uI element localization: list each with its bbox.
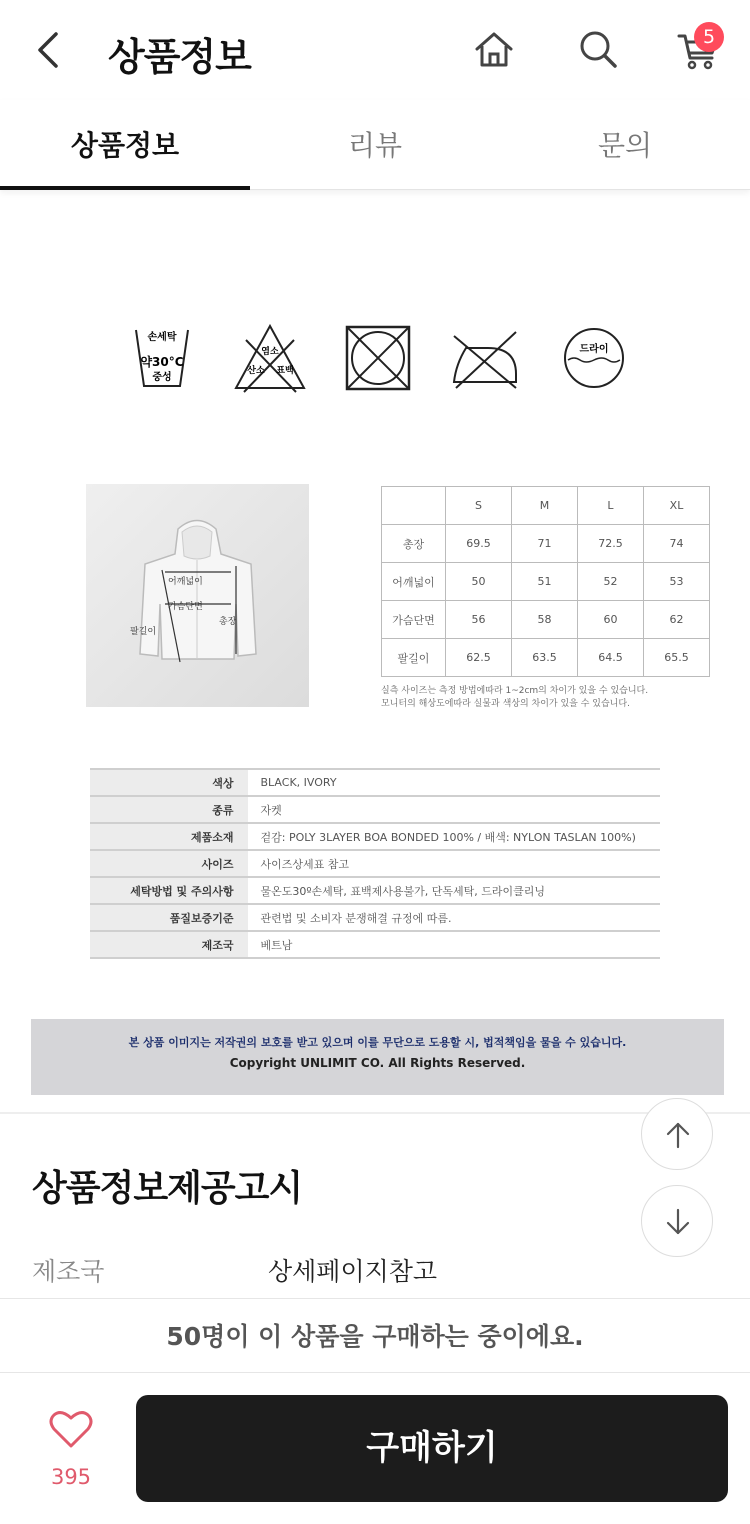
- table-row: [90, 850, 660, 877]
- spec-table: [90, 768, 660, 959]
- no-bleach-icon: [230, 318, 310, 398]
- size-cell: 62: [644, 601, 710, 639]
- table-row: [382, 525, 710, 563]
- spec-key: 세탁방법 및 주의사항: [90, 877, 248, 904]
- product-size-image: [86, 484, 309, 707]
- scroll-top-button[interactable]: [641, 1098, 713, 1170]
- spec-key: 사이즈: [90, 850, 248, 877]
- shoulder-label: 어깨넓이: [168, 577, 203, 587]
- table-row: [90, 823, 660, 850]
- size-table-header: [382, 487, 710, 525]
- size-table: [381, 486, 710, 677]
- heart-icon: [49, 1409, 93, 1449]
- no-bleach-bleach: 표백: [276, 366, 294, 376]
- size-cell: 56: [446, 601, 512, 639]
- hand-wash-icon: [122, 318, 202, 398]
- spec-value: BLACK, IVORY: [260, 776, 337, 789]
- tab-inquiry[interactable]: 문의: [597, 129, 653, 162]
- header: [0, 0, 750, 100]
- spec-value: 관련법 및 소비자 분쟁해결 규정에 따름.: [260, 911, 452, 925]
- size-cell: 65.5: [644, 639, 710, 677]
- size-cell: 52: [578, 563, 644, 601]
- size-cell: 가슴단면: [382, 601, 446, 639]
- no-bleach-oxygen: 산소: [247, 366, 265, 376]
- spec-key: 색상: [90, 769, 248, 796]
- spec-value: 겉감: POLY 3LAYER BOA BONDED 100% / 배색: NYLON TASLAN 100%): [260, 830, 636, 844]
- sleeve-label: 팔길이: [130, 627, 157, 637]
- size-cell: 69.5: [446, 525, 512, 563]
- search-icon[interactable]: [576, 28, 620, 72]
- scroll-bottom-button[interactable]: [641, 1185, 713, 1257]
- hoodie-illustration: [86, 484, 309, 707]
- notice-row-value: 상세페이지참고: [268, 1257, 438, 1286]
- spec-key: 제조국: [90, 931, 248, 958]
- spec-value: 물온도30º손세탁, 표백제사용불가, 단독세탁, 드라이클리닝: [260, 884, 546, 898]
- table-row: [382, 563, 710, 601]
- size-cell: 팔길이: [382, 639, 446, 677]
- table-row: [90, 931, 660, 958]
- size-cell: 60: [578, 601, 644, 639]
- size-cell: 74: [644, 525, 710, 563]
- notice-row-label: 제조국: [32, 1257, 105, 1286]
- size-cell: 50: [446, 563, 512, 601]
- hand-wash-detergent: 중성: [152, 372, 172, 383]
- size-cell: 어깨넓이: [382, 563, 446, 601]
- size-cell: 63.5: [512, 639, 578, 677]
- cart-count-badge: 5: [694, 22, 724, 52]
- size-note-line: 실측 사이즈는 측정 방법에따라 1~2cm의 차이가 있을 수 있습니다.: [381, 686, 649, 696]
- size-header-cell: S: [446, 487, 512, 525]
- size-cell: 72.5: [578, 525, 644, 563]
- chest-label: 가슴단면: [168, 602, 203, 612]
- bottom-bar: [0, 1373, 750, 1524]
- size-cell: 64.5: [578, 639, 644, 677]
- length-label: 총장: [219, 617, 237, 627]
- dry-clean-label: 드라이: [579, 344, 609, 355]
- size-header-cell: L: [578, 487, 644, 525]
- page-title: 상품정보: [108, 35, 251, 79]
- size-header-cell: XL: [644, 487, 710, 525]
- buy-button[interactable]: 구매하기: [136, 1395, 728, 1502]
- spec-value: 사이즈상세표 참고: [260, 857, 350, 871]
- tab-review[interactable]: 리뷰: [347, 129, 403, 162]
- notice-title: 상품정보제공고시: [32, 1168, 303, 1209]
- spec-value: 자켓: [260, 803, 282, 817]
- like-count: 395: [50, 1465, 92, 1489]
- size-header-cell: M: [512, 487, 578, 525]
- no-iron-icon: [446, 318, 526, 398]
- no-tumble-dry-icon: [338, 318, 418, 398]
- spec-value: 베트남: [260, 938, 293, 952]
- dry-clean-icon: [554, 318, 634, 398]
- hand-wash-temp: 약30°C: [140, 355, 184, 369]
- size-cell: 51: [512, 563, 578, 601]
- size-cell: 총장: [382, 525, 446, 563]
- arrow-up-icon: [664, 1121, 692, 1149]
- size-cell: 53: [644, 563, 710, 601]
- spec-key: 제품소재: [90, 823, 248, 850]
- size-cell: 62.5: [446, 639, 512, 677]
- no-bleach-chlorine: 염소: [261, 347, 279, 357]
- tab-product-info[interactable]: 상품정보: [0, 100, 250, 190]
- copyright-text: Copyright UNLIMIT CO. All Rights Reserved.: [229, 1056, 526, 1070]
- arrow-down-icon: [664, 1208, 692, 1236]
- chevron-left-icon[interactable]: [30, 28, 70, 72]
- spec-key: 종류: [90, 796, 248, 823]
- size-cell: 58: [512, 601, 578, 639]
- hand-wash-label: 손세탁: [147, 332, 177, 343]
- size-cell: 71: [512, 525, 578, 563]
- purchase-status: 50명이 이 상품을 구매하는 중이에요.: [0, 1298, 750, 1373]
- copyright-warning: 본 상품 이미지는 저작권의 보호를 받고 있으며 이를 무단으로 도용할 시, 법적책임을 물을 수 있습니다.: [128, 1036, 627, 1049]
- table-row: [382, 601, 710, 639]
- table-row: [90, 796, 660, 823]
- table-row: [382, 639, 710, 677]
- section-divider: [0, 1112, 750, 1114]
- like-button[interactable]: [40, 1403, 102, 1493]
- size-note: [381, 685, 648, 711]
- tab-bar: [0, 100, 750, 190]
- home-icon[interactable]: [472, 28, 516, 72]
- table-row: [90, 769, 660, 796]
- size-note-line: 모니터의 해상도에따라 실물과 색상의 차이가 있을 수 있습니다.: [381, 699, 630, 709]
- copyright-banner: [31, 1019, 724, 1095]
- spec-key: 품질보증기준: [90, 904, 248, 931]
- size-header-cell: [382, 487, 446, 525]
- table-row: [90, 877, 660, 904]
- table-row: [90, 904, 660, 931]
